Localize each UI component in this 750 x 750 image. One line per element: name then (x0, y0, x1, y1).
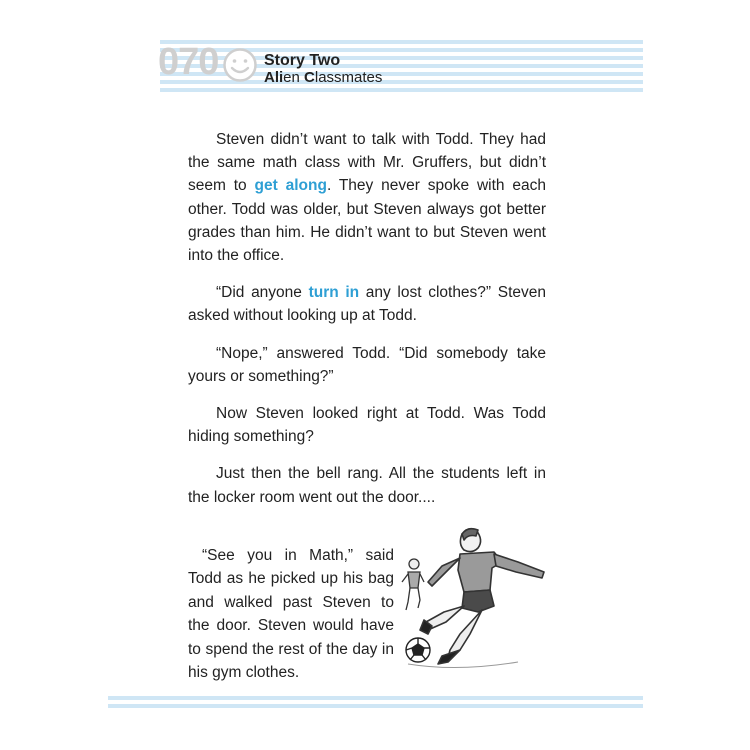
smiley-face-icon (222, 47, 258, 83)
paragraph: “Did anyone turn in any lost clothes?” Steven asked without looking up at Todd. (188, 284, 546, 325)
paragraph: Just then the bell rang. All the students left in the locker room went out the door.... (188, 465, 546, 506)
paragraph: Steven didn’t want to talk with Todd. They had the same math class with Mr. Gruffers, but didn’t seem to get along. They never spoke with each other. Todd was older, but Steven always got better grades than him. He didn’t want to but Steven went into the office. (188, 131, 546, 265)
vocab-keyword: get along (254, 177, 327, 195)
vocab-keyword: turn in (308, 284, 360, 302)
page-number: 070 (158, 41, 219, 83)
soccer-players-icon (398, 522, 548, 672)
story-subtitle: Alien Classmates (264, 69, 383, 86)
story-title: Story Two (264, 52, 341, 69)
footer-stripe-band (108, 696, 643, 710)
paragraph: Now Steven looked right at Todd. Was Todd hiding something? (188, 405, 546, 446)
paragraph: “Nope,” answered Todd. “Did somebody take yours or something?” (188, 344, 546, 385)
story-body (188, 128, 546, 523)
story-title-block (264, 52, 382, 86)
paragraph: “See you in Math,” said Todd as he picked up his bag and walked past Steven to the door. Steven would have to spend the rest of the day in his gym clothes. (188, 547, 394, 682)
